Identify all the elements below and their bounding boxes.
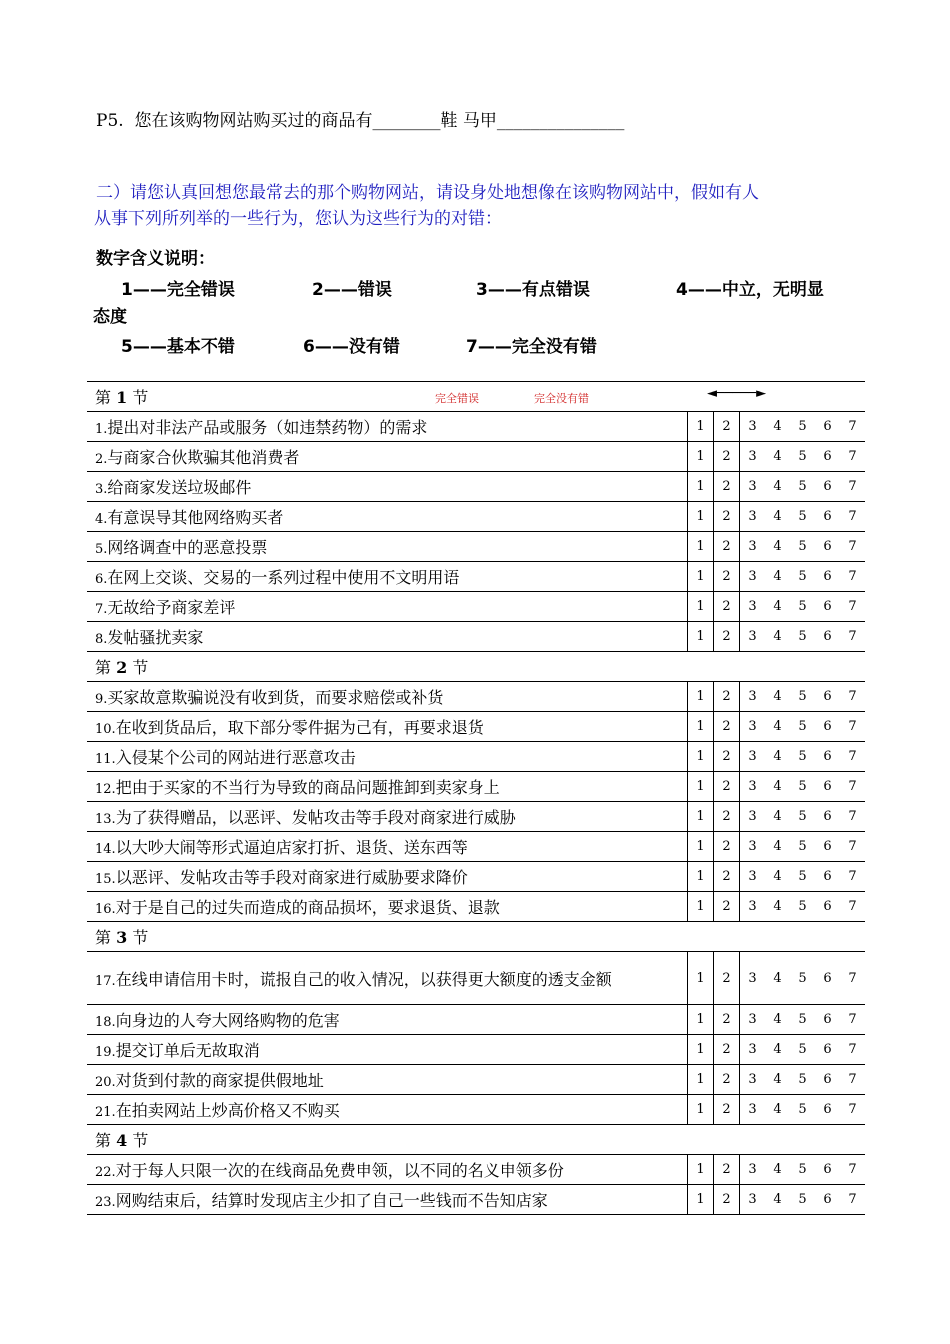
legend-item-2: 2——错误	[312, 280, 392, 300]
rating-option-2[interactable]: 2	[714, 712, 740, 742]
question-text: 以大吵大闹等形式逼迫店家打折、退货、送东西等	[115, 838, 468, 857]
rating-option-4[interactable]: 4	[765, 442, 790, 472]
question-row	[87, 1155, 865, 1185]
rating-option-6[interactable]: 6	[815, 742, 840, 772]
question-number: 16.	[95, 902, 116, 917]
rating-option-3[interactable]: 3	[740, 1185, 766, 1215]
rating-option-2[interactable]: 2	[714, 682, 740, 712]
rating-option-5[interactable]: 5	[790, 412, 815, 442]
rating-option-3[interactable]: 3	[740, 1005, 766, 1035]
question-text: 网络调查中的恶意投票	[107, 538, 268, 557]
rating-option-3[interactable]: 3	[740, 742, 766, 772]
question-text: 入侵某个公司的网站进行恶意攻击	[115, 748, 356, 767]
question-text: 发帖骚扰卖家	[107, 628, 204, 647]
section-header	[87, 922, 865, 952]
rating-option-7[interactable]: 7	[840, 412, 865, 442]
question-row	[87, 502, 865, 532]
rating-table	[87, 381, 865, 1215]
question-text-cell	[87, 802, 688, 832]
rating-option-4[interactable]: 4	[765, 1005, 790, 1035]
section-prefix: 第	[95, 658, 112, 677]
rating-option-5[interactable]: 5	[790, 1095, 815, 1125]
legend-item-4-cont: 态度	[93, 307, 127, 327]
rating-option-7[interactable]: 7	[840, 1095, 865, 1125]
rating-option-6[interactable]: 6	[815, 1155, 840, 1185]
rating-option-7[interactable]: 7	[840, 1065, 865, 1095]
legend-item-7: 7——完全没有错	[466, 337, 597, 357]
rating-option-3[interactable]: 3	[740, 1065, 766, 1095]
rating-option-1[interactable]: 1	[688, 1095, 714, 1125]
section-header	[87, 1125, 865, 1155]
rating-option-1[interactable]: 1	[688, 862, 714, 892]
question-number: 23.	[95, 1195, 116, 1210]
rating-option-6[interactable]: 6	[815, 592, 840, 622]
rating-option-3[interactable]: 3	[740, 802, 766, 832]
rating-option-3[interactable]: 3	[740, 832, 766, 862]
question-text: 对于每人只限一次的在线商品免费申领，以不同的名义申领多份	[115, 1161, 564, 1180]
rating-option-6[interactable]: 6	[815, 622, 840, 652]
question-text-cell	[87, 832, 688, 862]
question-text-cell	[87, 682, 688, 712]
question-text: 在收到货品后，取下部分零件据为己有，再要求退货	[115, 718, 484, 737]
rating-option-7[interactable]: 7	[840, 1185, 865, 1215]
section-prefix: 第	[95, 388, 112, 407]
rating-option-6[interactable]: 6	[815, 472, 840, 502]
rating-option-6[interactable]: 6	[815, 1065, 840, 1095]
question-text: 在网上交谈、交易的一系列过程中使用不文明用语	[107, 568, 460, 587]
question-p5: P5. 您在该购物网站购买过的商品有________鞋 马甲_______________	[96, 111, 625, 131]
rating-option-3[interactable]: 3	[740, 472, 766, 502]
rating-option-2[interactable]: 2	[714, 772, 740, 802]
question-number: 1.	[95, 422, 108, 437]
question-row	[87, 1035, 865, 1065]
rating-option-6[interactable]: 6	[815, 442, 840, 472]
question-number: 13.	[95, 812, 116, 827]
rating-option-4[interactable]: 4	[765, 622, 790, 652]
question-row	[87, 442, 865, 472]
rating-option-4[interactable]: 4	[765, 832, 790, 862]
rating-option-1[interactable]: 1	[688, 532, 714, 562]
rating-option-6[interactable]: 6	[815, 532, 840, 562]
question-number: 2.	[95, 452, 108, 467]
rating-option-3[interactable]: 3	[740, 712, 766, 742]
rating-option-6[interactable]: 6	[815, 712, 840, 742]
question-text-cell	[87, 532, 688, 562]
rating-option-1[interactable]: 1	[688, 802, 714, 832]
rating-option-3[interactable]: 3	[740, 502, 766, 532]
question-number: 15.	[95, 872, 116, 887]
question-text: 给商家发送垃圾邮件	[107, 478, 252, 497]
rating-option-5[interactable]: 5	[790, 712, 815, 742]
rating-option-1[interactable]: 1	[688, 1035, 714, 1065]
rating-option-3[interactable]: 3	[740, 532, 766, 562]
question-text-cell	[87, 712, 688, 742]
question-row	[87, 1095, 865, 1125]
rating-option-6[interactable]: 6	[815, 682, 840, 712]
rating-option-5[interactable]: 5	[790, 802, 815, 832]
question-text: 向身边的人夸大网络购物的危害	[115, 1011, 340, 1030]
rating-option-2[interactable]: 2	[714, 1005, 740, 1035]
rating-option-4[interactable]: 4	[765, 592, 790, 622]
section-title	[87, 922, 865, 952]
question-number: 21.	[95, 1105, 116, 1120]
rating-option-1[interactable]: 1	[688, 442, 714, 472]
rating-option-6[interactable]: 6	[815, 502, 840, 532]
rating-option-1[interactable]: 1	[688, 622, 714, 652]
section-prefix: 第	[95, 928, 112, 947]
rating-option-4[interactable]: 4	[765, 1155, 790, 1185]
question-row	[87, 1065, 865, 1095]
question-text: 有意误导其他网络购买者	[107, 508, 284, 527]
rating-option-6[interactable]: 6	[815, 832, 840, 862]
rating-option-5[interactable]: 5	[790, 442, 815, 472]
rating-option-6[interactable]: 6	[815, 412, 840, 442]
rating-option-1[interactable]: 1	[688, 592, 714, 622]
question-number: 17.	[95, 973, 116, 989]
question-text-cell	[87, 592, 688, 622]
question-row	[87, 682, 865, 712]
question-number: 20.	[95, 1075, 116, 1090]
rating-option-2[interactable]: 2	[714, 832, 740, 862]
question-text: 与商家合伙欺骗其他消费者	[107, 448, 300, 467]
question-text: 提出对非法产品或服务（如违禁药物）的需求	[107, 418, 428, 437]
rating-option-6[interactable]: 6	[815, 1005, 840, 1035]
rating-option-7[interactable]: 7	[840, 592, 865, 622]
rating-option-4[interactable]: 4	[765, 1065, 790, 1095]
rating-option-5[interactable]: 5	[790, 592, 815, 622]
instructions	[96, 180, 856, 232]
rating-option-3[interactable]: 3	[740, 772, 766, 802]
rating-option-5[interactable]: 5	[790, 1185, 815, 1215]
rating-option-4[interactable]: 4	[765, 862, 790, 892]
question-number: 10.	[95, 722, 116, 737]
question-text-cell	[87, 472, 688, 502]
rating-option-2[interactable]: 2	[714, 592, 740, 622]
legend-item-3: 3——有点错误	[476, 280, 590, 300]
rating-option-7[interactable]: 7	[840, 712, 865, 742]
legend-item-1: 1——完全错误	[121, 280, 235, 300]
rating-option-3[interactable]: 3	[740, 1035, 766, 1065]
question-number: 14.	[95, 842, 116, 857]
question-number: 11.	[95, 752, 116, 767]
question-text-cell	[87, 1005, 688, 1035]
question-number: 6.	[95, 572, 108, 587]
rating-option-1[interactable]: 1	[688, 1155, 714, 1185]
question-row	[87, 892, 865, 922]
question-text: 买家故意欺骗说没有收到货，而要求赔偿或补货	[107, 688, 444, 707]
section-prefix: 第	[95, 1131, 112, 1150]
question-text: 对于是自己的过失而造成的商品损坏，要求退货、退款	[115, 898, 500, 917]
question-text-cell	[87, 442, 688, 472]
question-text-cell	[87, 952, 688, 1005]
question-text: 为了获得赠品，以恶评、发帖攻击等手段对商家进行威胁	[115, 808, 516, 827]
rating-option-5[interactable]: 5	[790, 1005, 815, 1035]
section-suffix: 节	[132, 1131, 149, 1150]
rating-option-6[interactable]: 6	[815, 1095, 840, 1125]
question-text-cell	[87, 772, 688, 802]
rating-option-2[interactable]: 2	[714, 802, 740, 832]
rating-option-4[interactable]: 4	[765, 1095, 790, 1125]
rating-option-5[interactable]: 5	[790, 772, 815, 802]
rating-option-4[interactable]: 4	[765, 952, 790, 1005]
rating-option-3[interactable]: 3	[740, 592, 766, 622]
question-text: 提交订单后无故取消	[115, 1041, 260, 1060]
question-row	[87, 472, 865, 502]
rating-option-6[interactable]: 6	[815, 892, 840, 922]
rating-option-3[interactable]: 3	[740, 952, 766, 1005]
legend-item-5: 5——基本不错	[121, 337, 235, 357]
rating-option-5[interactable]: 5	[790, 502, 815, 532]
rating-option-5[interactable]: 5	[790, 1035, 815, 1065]
section-title	[87, 1125, 865, 1155]
rating-option-2[interactable]: 2	[714, 1035, 740, 1065]
rating-option-3[interactable]: 3	[740, 412, 766, 442]
rating-option-1[interactable]: 1	[688, 1005, 714, 1035]
rating-option-1[interactable]: 1	[688, 472, 714, 502]
question-row	[87, 772, 865, 802]
rating-option-4[interactable]: 4	[765, 892, 790, 922]
rating-option-5[interactable]: 5	[790, 562, 815, 592]
question-row	[87, 562, 865, 592]
rating-option-3[interactable]: 3	[740, 1155, 766, 1185]
rating-option-7[interactable]: 7	[840, 562, 865, 592]
rating-option-7[interactable]: 7	[840, 742, 865, 772]
rating-option-5[interactable]: 5	[790, 682, 815, 712]
rating-option-7[interactable]: 7	[840, 682, 865, 712]
rating-option-6[interactable]: 6	[815, 772, 840, 802]
rating-option-2[interactable]: 2	[714, 1065, 740, 1095]
rating-option-7[interactable]: 7	[840, 622, 865, 652]
question-text-cell	[87, 1095, 688, 1125]
question-text-cell	[87, 1065, 688, 1095]
rating-option-2[interactable]: 2	[714, 502, 740, 532]
rating-option-7[interactable]: 7	[840, 1035, 865, 1065]
rating-option-2[interactable]: 2	[714, 892, 740, 922]
question-text: 无故给予商家差评	[107, 598, 236, 617]
rating-option-2[interactable]: 2	[714, 562, 740, 592]
rating-option-7[interactable]: 7	[840, 472, 865, 502]
rating-option-7[interactable]: 7	[840, 772, 865, 802]
rating-option-2[interactable]: 2	[714, 532, 740, 562]
rating-option-2[interactable]: 2	[714, 442, 740, 472]
question-text: 对货到付款的商家提供假地址	[115, 1071, 324, 1090]
rating-option-2[interactable]: 2	[714, 862, 740, 892]
question-text: 以恶评、发帖攻击等手段对商家进行威胁要求降价	[115, 868, 468, 887]
rating-option-7[interactable]: 7	[840, 952, 865, 1005]
rating-option-2[interactable]: 2	[714, 952, 740, 1005]
rating-option-7[interactable]: 7	[840, 1005, 865, 1035]
rating-option-5[interactable]: 5	[790, 892, 815, 922]
question-text-cell	[87, 892, 688, 922]
section-suffix: 节	[132, 928, 149, 947]
section-suffix: 节	[132, 658, 149, 677]
question-text: 在拍卖网站上炒高价格又不购买	[115, 1101, 340, 1120]
rating-option-7[interactable]: 7	[840, 832, 865, 862]
rating-option-6[interactable]: 6	[815, 952, 840, 1005]
section-title	[87, 382, 865, 412]
rating-option-3[interactable]: 3	[740, 682, 766, 712]
rating-option-5[interactable]: 5	[790, 532, 815, 562]
question-number: 8.	[95, 632, 108, 647]
rating-option-5[interactable]: 5	[790, 832, 815, 862]
question-text: 把由于买家的不当行为导致的商品问题推卸到卖家身上	[115, 778, 500, 797]
rating-option-5[interactable]: 5	[790, 862, 815, 892]
question-number: 18.	[95, 1015, 116, 1030]
rating-option-1[interactable]: 1	[688, 772, 714, 802]
rating-option-5[interactable]: 5	[790, 742, 815, 772]
rating-option-6[interactable]: 6	[815, 1185, 840, 1215]
question-text-cell	[87, 1035, 688, 1065]
rating-option-1[interactable]: 1	[688, 952, 714, 1005]
rating-option-7[interactable]: 7	[840, 892, 865, 922]
rating-option-7[interactable]: 7	[840, 532, 865, 562]
rating-option-3[interactable]: 3	[740, 862, 766, 892]
rating-option-4[interactable]: 4	[765, 772, 790, 802]
question-number: 22.	[95, 1165, 116, 1180]
question-row	[87, 742, 865, 772]
section-suffix: 节	[132, 388, 149, 407]
rating-option-2[interactable]: 2	[714, 412, 740, 442]
scale-arrow-icon: ◄─────►	[707, 386, 767, 401]
rating-option-3[interactable]: 3	[740, 562, 766, 592]
question-text-cell	[87, 622, 688, 652]
question-row	[87, 952, 865, 1005]
rating-option-4[interactable]: 4	[765, 562, 790, 592]
rating-option-7[interactable]: 7	[840, 442, 865, 472]
rating-option-1[interactable]: 1	[688, 742, 714, 772]
question-row	[87, 622, 865, 652]
question-number: 3.	[95, 482, 108, 497]
rating-option-1[interactable]: 1	[688, 832, 714, 862]
rating-option-2[interactable]: 2	[714, 1155, 740, 1185]
question-row	[87, 412, 865, 442]
question-text-cell	[87, 862, 688, 892]
rating-option-4[interactable]: 4	[765, 1035, 790, 1065]
rating-option-7[interactable]: 7	[840, 502, 865, 532]
section-number: 4	[116, 1131, 128, 1150]
question-text-cell	[87, 562, 688, 592]
rating-option-4[interactable]: 4	[765, 682, 790, 712]
question-number: 7.	[95, 602, 108, 617]
section-header	[87, 382, 865, 412]
rating-option-2[interactable]: 2	[714, 1095, 740, 1125]
rating-option-1[interactable]: 1	[688, 502, 714, 532]
rating-option-4[interactable]: 4	[765, 532, 790, 562]
rating-option-1[interactable]: 1	[688, 1065, 714, 1095]
rating-option-5[interactable]: 5	[790, 1065, 815, 1095]
question-text-cell	[87, 412, 688, 442]
rating-option-6[interactable]: 6	[815, 562, 840, 592]
question-number: 9.	[95, 692, 108, 707]
question-row	[87, 1005, 865, 1035]
question-row	[87, 832, 865, 862]
question-text-cell	[87, 502, 688, 532]
question-row	[87, 802, 865, 832]
scale-left-label: 完全错误	[435, 392, 479, 405]
rating-option-4[interactable]: 4	[765, 742, 790, 772]
rating-option-4[interactable]: 4	[765, 1185, 790, 1215]
section-number: 3	[116, 928, 128, 947]
rating-option-7[interactable]: 7	[840, 862, 865, 892]
rating-option-6[interactable]: 6	[815, 1035, 840, 1065]
rating-option-6[interactable]: 6	[815, 802, 840, 832]
rating-option-2[interactable]: 2	[714, 1185, 740, 1215]
rating-option-5[interactable]: 5	[790, 472, 815, 502]
question-row	[87, 592, 865, 622]
question-number: 19.	[95, 1045, 116, 1060]
rating-option-4[interactable]: 4	[765, 712, 790, 742]
instructions-line-1: 二）请您认真回想您最常去的那个购物网站，请设身处地想像在该购物网站中，假如有人	[96, 183, 759, 203]
rating-option-5[interactable]: 5	[790, 952, 815, 1005]
rating-option-2[interactable]: 2	[714, 622, 740, 652]
legend-item-6: 6——没有错	[303, 337, 400, 357]
rating-option-1[interactable]: 1	[688, 562, 714, 592]
question-text: 在线申请信用卡时，谎报自己的收入情况，以获得更大额度的透支金额	[115, 969, 612, 989]
rating-option-5[interactable]: 5	[790, 622, 815, 652]
question-row	[87, 532, 865, 562]
scale-right-label: 完全没有错	[534, 392, 589, 405]
rating-option-1[interactable]: 1	[688, 682, 714, 712]
legend-title: 数字含义说明：	[96, 249, 215, 269]
section-title	[87, 652, 865, 682]
rating-option-7[interactable]: 7	[840, 1155, 865, 1185]
rating-option-3[interactable]: 3	[740, 892, 766, 922]
rating-option-1[interactable]: 1	[688, 1185, 714, 1215]
rating-option-4[interactable]: 4	[765, 472, 790, 502]
question-row	[87, 712, 865, 742]
rating-option-3[interactable]: 3	[740, 442, 766, 472]
rating-option-4[interactable]: 4	[765, 412, 790, 442]
rating-option-2[interactable]: 2	[714, 742, 740, 772]
rating-option-3[interactable]: 3	[740, 622, 766, 652]
question-text-cell	[87, 1155, 688, 1185]
rating-option-4[interactable]: 4	[765, 802, 790, 832]
question-number: 4.	[95, 512, 108, 527]
legend-item-4: 4——中立，无明显	[676, 280, 824, 300]
instructions-line-2: 从事下列所列举的一些行为，您认为这些行为的对错：	[94, 209, 502, 229]
rating-option-2[interactable]: 2	[714, 472, 740, 502]
question-number: 5.	[95, 542, 108, 557]
rating-option-6[interactable]: 6	[815, 862, 840, 892]
rating-option-5[interactable]: 5	[790, 1155, 815, 1185]
rating-option-7[interactable]: 7	[840, 802, 865, 832]
rating-option-1[interactable]: 1	[688, 412, 714, 442]
section-number: 1	[116, 388, 128, 407]
question-row	[87, 862, 865, 892]
rating-option-4[interactable]: 4	[765, 502, 790, 532]
question-text-cell	[87, 742, 688, 772]
rating-option-1[interactable]: 1	[688, 712, 714, 742]
section-number: 2	[116, 658, 128, 677]
question-text-cell	[87, 1185, 688, 1215]
rating-option-1[interactable]: 1	[688, 892, 714, 922]
question-row	[87, 1185, 865, 1215]
section-header	[87, 652, 865, 682]
rating-option-3[interactable]: 3	[740, 1095, 766, 1125]
question-number: 12.	[95, 782, 116, 797]
question-text: 网购结束后，结算时发现店主少扣了自己一些钱而不告知店家	[115, 1191, 548, 1210]
